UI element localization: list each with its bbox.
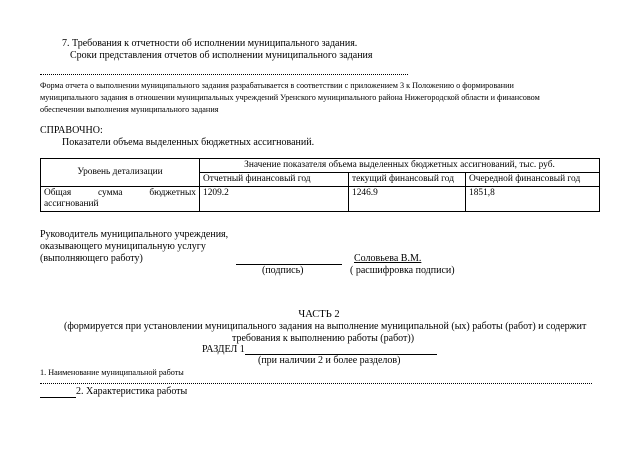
row-label-second-line: ассигнований (44, 199, 99, 209)
total-allocation-label (41, 187, 200, 212)
work-name-fill-line (40, 383, 592, 384)
manager-line-1: Руководитель муниципального учреждения, (40, 229, 229, 240)
signer-name: Соловьева В.М. (354, 253, 422, 264)
manager-line-3: (выполняющего работу) (40, 253, 143, 264)
reference-heading: СПРАВОЧНО: (40, 125, 103, 136)
row-label-word-2: сумма (97, 188, 123, 198)
report-deadline-label: Сроки представления отчетов об исполнении муниципального задания (70, 50, 373, 61)
row-label-word-1: Общая (44, 188, 72, 198)
part-2-title: ЧАСТЬ 2 (298, 309, 340, 320)
reference-subheading: Показатели объема выделенных бюджетных ассигнований. (62, 137, 315, 148)
signature-caption: (подпись) (262, 265, 304, 276)
work-name-label: 1. Наименование муниципальной работы (40, 368, 184, 377)
next-year-value: 1851,8 (466, 187, 600, 212)
report-form-line-3: обеспечении выполнения муниципального задания (40, 105, 219, 114)
current-year-value: 1246.9 (349, 187, 466, 212)
detail-level-header: Уровень детализации (41, 159, 200, 187)
col-reporting-year: Отчетный финансовый год (200, 173, 349, 187)
section-7-title: 7. Требования к отчетности об исполнении муниципального задания. (62, 38, 358, 49)
row-label-word-3: бюджетных (149, 188, 196, 198)
report-form-line-2: муниципального задания в отношении муниципальных учреждений Уренского муниципального района Нижегородской области и финансовом (40, 93, 540, 102)
part-2-note-line-1: (формируется при установлении муниципального задания на выполнение муниципальной (ых) работы (работ) и содержит (64, 321, 587, 332)
indicator-value-header: Значение показателя объема выделенных бюджетных ассигнований, тыс. руб. (200, 159, 600, 173)
manager-line-2: оказывающего муниципальную услугу (40, 241, 206, 252)
deadline-fill-line (40, 74, 408, 75)
work-characteristics-label: 2. Характеристика работы (76, 386, 188, 397)
section-note: (при наличии 2 и более разделов) (258, 355, 401, 366)
col-next-year: Очередной финансовый год (466, 173, 600, 187)
reporting-year-value: 1209.2 (200, 187, 349, 212)
report-form-line-1: Форма отчета о выполнении муниципального задания разрабатывается в соответствии с приложением 3 к Положению о формировании (40, 81, 514, 90)
decode-caption: ( расшифровка подписи) (350, 265, 455, 276)
part-2-note-line-2: требования к выполнению работы (работ)) (232, 333, 415, 344)
item-2-prefix-line (40, 397, 76, 398)
budget-allocation-table (40, 158, 600, 212)
section-label: РАЗДЕЛ 1 (202, 344, 245, 355)
col-current-year: текущий финансовый год (349, 173, 466, 187)
